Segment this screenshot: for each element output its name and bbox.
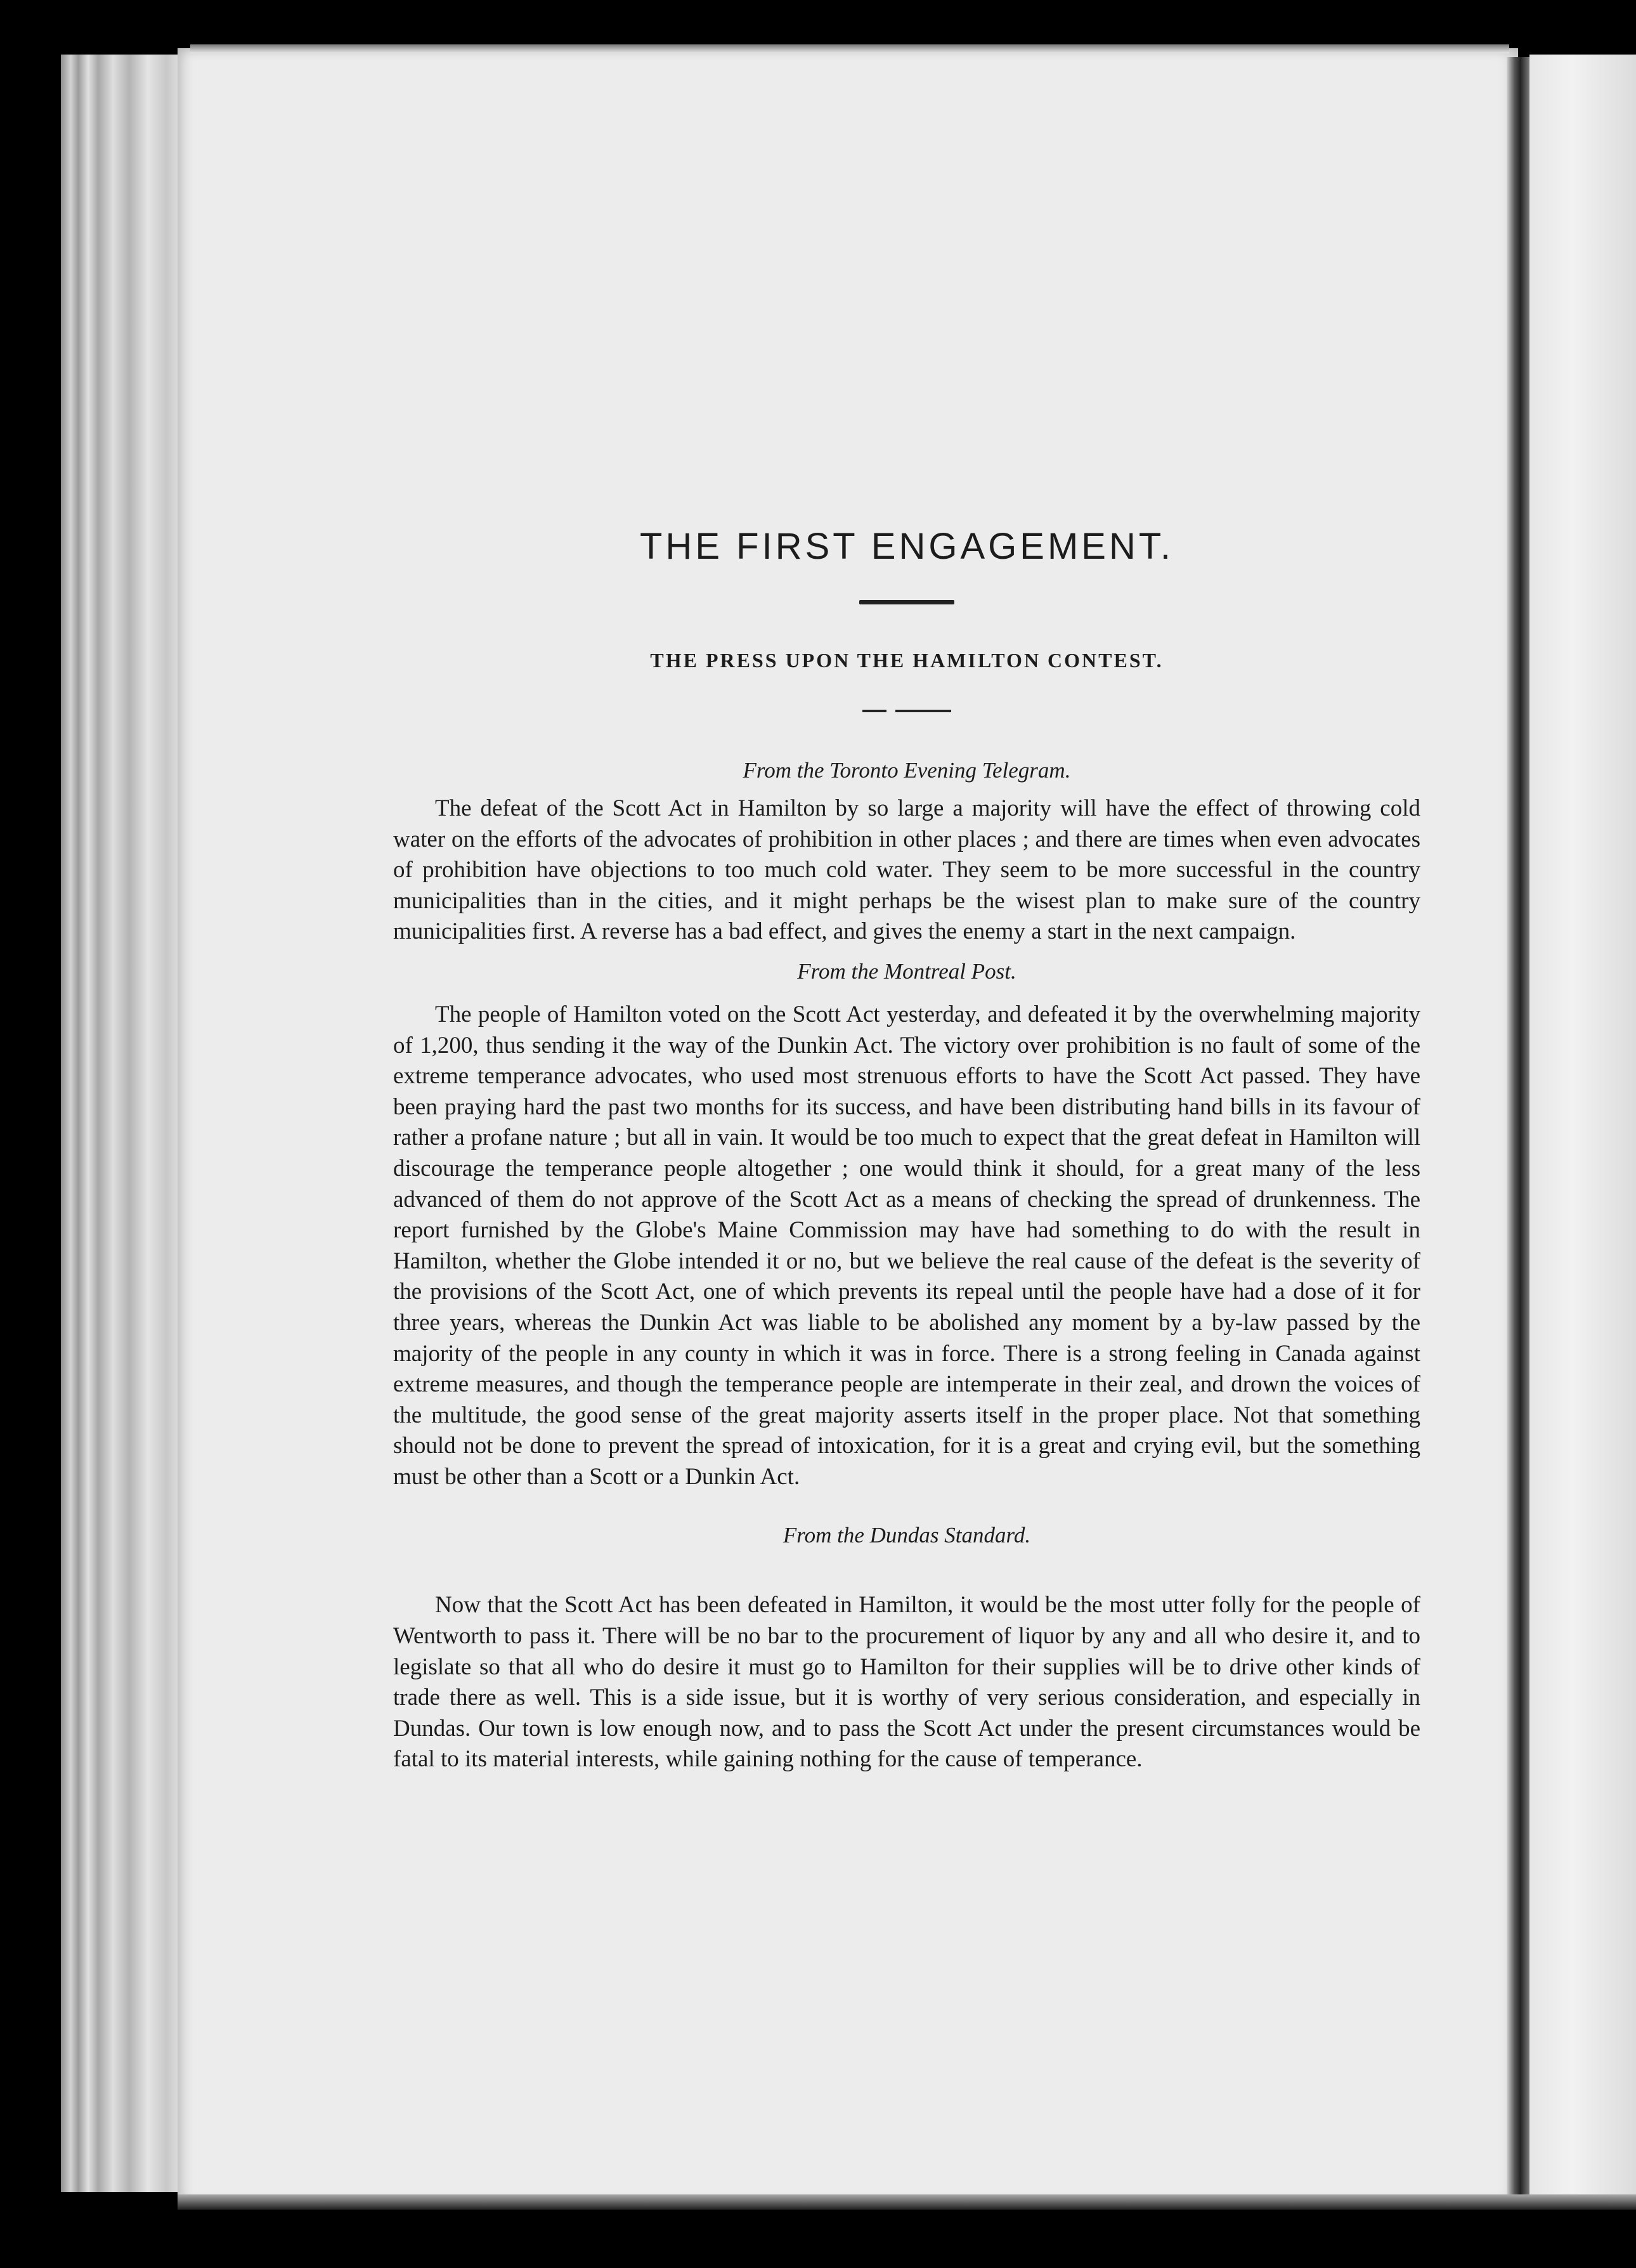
facing-page	[1529, 55, 1636, 2202]
book-gutter	[1507, 57, 1529, 2201]
page-title: THE FIRST ENGAGEMENT.	[640, 526, 1174, 567]
article-paragraph-telegram: The defeat of the Scott Act in Hamilton by so large a majority will have the effect of throwing cold water on the efforts of the advocates of prohibition in other places ; and there are times when even advocates of prohibition have objections to too much cold water. They seem to be more successful in the country municipalities than in the cities, and it might perhaps be the wisest plan to make sure of the country municipalities first. A reverse has a bad effect, and gives the enemy a start in the next campaign.	[393, 795, 1420, 945]
book-page-edges	[61, 55, 185, 2192]
source-heading-dundas-standard: From the Dundas Standard.	[782, 1523, 1031, 1548]
page-bottom-shadow	[178, 2194, 1636, 2210]
section-divider	[393, 710, 1420, 712]
divider-dash-short	[862, 710, 886, 712]
source-heading-montreal-post: From the Montreal Post.	[797, 958, 1016, 984]
article-paragraph-montreal-post: The people of Hamilton voted on the Scott Act yesterday, and defeated it by the overwhelming majority of 1,200, thus sending it the way of the Dunkin Act. The victory over prohibition is no fault of some of the extreme temperance advocates, who used most strenuous efforts to have the Scott Act passed. They have been praying hard the past two months for its success, and have been distributing hand bills in its favour of rather a profane nature ; but all in vain. It would be too much to expect that the great defeat in Hamilton will discourage the temperance people altogether ; one would think it should, for a great many of the less advanced of them do not approve of the Scott Act as a means of checking the spread of drunkenness. The report furnished by the Globe's Maine Commission may have had something to do with the result in Hamilton, whether the Globe intended it or no, but we believe the real cause of the defeat is the severity of the provisions of the Scott Act, one of which prevents its repeal until the people have had a dose of it for three years, whereas the Dunkin Act was liable to be abolished any moment by a by-law passed by the majority of the people in any county in which it was in force. There is a strong feeling in Canada against extreme measures, and though the temperance people are intemperate in their zeal, and drown the voices of the multitude, the good sense of the great majority asserts itself in the proper place. Not that something should not be done to prevent the spread of intoxication, for it is a great and crying evil, but the something must be other than a Scott or a Dunkin Act.	[393, 1001, 1420, 1490]
title-rule	[859, 600, 954, 604]
divider-dash-long	[895, 710, 951, 712]
page-subtitle: THE PRESS UPON THE HAMILTON CONTEST.	[650, 649, 1164, 672]
page-top-edge	[190, 44, 1509, 53]
source-heading-telegram: From the Toronto Evening Telegram.	[743, 758, 1071, 783]
page-content	[393, 520, 1420, 1775]
article-paragraph-dundas-standard: Now that the Scott Act has been defeated in Hamilton, it would be the most utter folly for the people of Wentworth to pass it. There will be no bar to the procurement of liquor by any and all who desire it, and to legislate so that all who do desire it must go to Hamilton for their supplies will be to drive other kinds of trade there as well. This is a side issue, but it is worthy of very serious consideration, and especially in Dundas. Our town is low enough now, and to pass the Scott Act under the present circumstances would be fatal to its material interests, while gaining nothing for the cause of temperance.	[393, 1592, 1420, 1773]
